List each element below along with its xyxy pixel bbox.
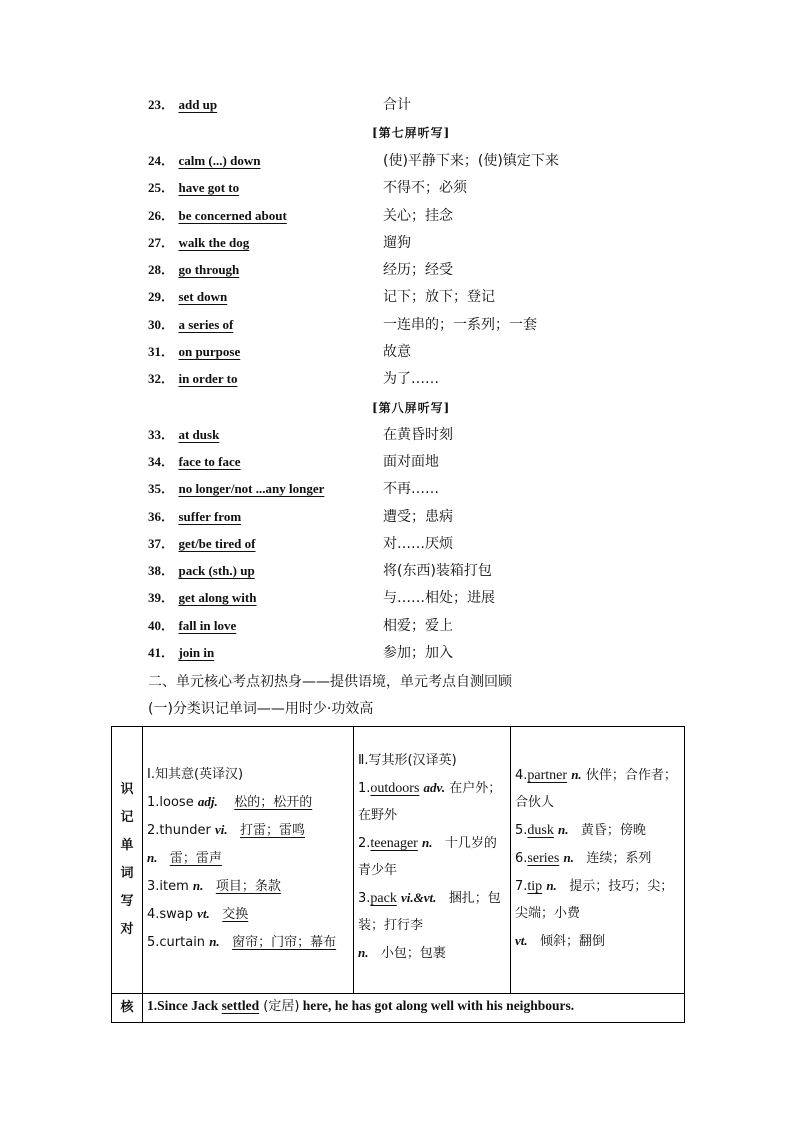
phrase-item-24 xyxy=(148,150,668,172)
answer: 松的；松开的 xyxy=(234,795,313,810)
vocab-entry: 3.pack vi.&vt. 捆扎；包装；打行李 xyxy=(358,890,501,933)
phrase-item-27 xyxy=(148,232,668,254)
phrase-item-23 xyxy=(148,94,668,116)
item-number: 34． xyxy=(148,454,175,469)
phrase-english: face to face xyxy=(178,454,241,469)
phrase-item-37 xyxy=(148,533,668,555)
item-number: 25． xyxy=(148,180,175,195)
phrase-meaning: 在黄昏时刻 xyxy=(383,427,453,443)
phrase-item-33 xyxy=(148,424,668,446)
phrase-item-25 xyxy=(148,177,668,199)
phrase-item-40 xyxy=(148,615,668,637)
vocab-entry: 1.loose adj. 松的；松开的 xyxy=(147,794,313,810)
column-form-cont xyxy=(511,727,685,994)
phrase-english: add up xyxy=(178,97,218,112)
phrase-english: go through xyxy=(178,262,240,277)
answer: settled xyxy=(221,998,260,1013)
section-label-7: [第七屏听写] xyxy=(372,126,451,140)
answer: 打雷；雷鸣 xyxy=(240,823,306,838)
phrase-meaning: 遛狗 xyxy=(383,235,411,251)
vocab-entry: 2.thunder vi. 打雷；雷鸣 xyxy=(147,822,306,838)
item-number: 33． xyxy=(148,427,175,442)
answer: 雷；雷声 xyxy=(169,851,222,866)
vocab-entry: 3.item n. 项目；条款 xyxy=(147,878,281,894)
answer: 窗帘；门帘；幕布 xyxy=(232,935,337,950)
vocab-table xyxy=(111,726,685,1023)
item-number: 40． xyxy=(148,618,175,633)
answer: teenager xyxy=(370,836,418,851)
column-title: Ⅱ.写其形(汉译英) xyxy=(358,753,457,768)
vocab-entry: 1.outdoors adv. 在户外；在野外 xyxy=(358,780,502,823)
phrase-meaning: 记下；放下；登记 xyxy=(383,289,495,305)
item-number: 23． xyxy=(148,97,175,112)
phrase-meaning: (使)平静下来；(使)镇定下来 xyxy=(383,153,559,169)
item-number: 36． xyxy=(148,509,175,524)
item-number: 35． xyxy=(148,481,175,496)
answer: partner xyxy=(527,768,568,783)
item-number: 39． xyxy=(148,590,175,605)
answer: series xyxy=(527,851,560,866)
item-number: 37． xyxy=(148,536,175,551)
item-number: 38． xyxy=(148,563,175,578)
sentence-cell: 1.Since Jack settled (定居) here, he has got along well with his neighbours. xyxy=(143,994,685,1023)
phrase-english: in order to xyxy=(178,371,238,386)
phrase-meaning: 对……厌烦 xyxy=(383,536,453,552)
phrase-english: no longer/not ...any longer xyxy=(178,481,325,496)
phrase-english: calm (...) down xyxy=(178,153,261,168)
phrase-meaning: 参加；加入 xyxy=(383,645,453,661)
phrase-english: get along with xyxy=(178,590,257,605)
phrase-item-29 xyxy=(148,286,668,308)
vocab-entry: 5.curtain n. 窗帘；门帘；幕布 xyxy=(147,934,337,950)
answer: 交换 xyxy=(222,907,249,922)
phrase-english: on purpose xyxy=(178,344,241,359)
vocab-entry: 4.swap vt. 交换 xyxy=(147,906,249,922)
answer: pack xyxy=(370,891,397,906)
phrase-meaning: 不得不；必须 xyxy=(383,180,467,196)
item-number: 29． xyxy=(148,289,175,304)
answer: tip xyxy=(527,879,543,894)
phrase-english: be concerned about xyxy=(178,208,287,223)
phrase-item-28 xyxy=(148,259,668,281)
item-number: 32． xyxy=(148,371,175,386)
phrase-english: pack (sth.) up xyxy=(178,563,255,578)
phrase-meaning: 合计 xyxy=(383,97,411,113)
phrase-meaning: 关心；挂念 xyxy=(383,208,453,224)
phrase-english: a series of xyxy=(178,317,234,332)
vocab-entry: 5.dusk n. 黄昏；傍晚 xyxy=(515,822,646,838)
phrase-english: suffer from xyxy=(178,509,242,524)
vocab-entry: vt. 倾斜；翻倒 xyxy=(515,933,606,949)
phrase-meaning: 一连串的；一系列；一套 xyxy=(383,317,537,333)
item-number: 24． xyxy=(148,153,175,168)
item-number: 41． xyxy=(148,645,175,660)
phrase-english: fall in love xyxy=(178,618,237,633)
phrase-item-31 xyxy=(148,341,668,363)
vocab-table-row xyxy=(112,994,685,1023)
item-number: 28． xyxy=(148,262,175,277)
answer: dusk xyxy=(527,823,554,838)
phrase-item-39 xyxy=(148,587,668,609)
phrase-item-34 xyxy=(148,451,668,473)
phrase-english: have got to xyxy=(178,180,240,195)
side-label: 识 记 单 词 写 对 xyxy=(112,727,143,994)
answer: 项目；条款 xyxy=(215,879,281,894)
phrase-english: get/be tired of xyxy=(178,536,256,551)
phrase-meaning: 与……相处；进展 xyxy=(383,590,495,606)
phrase-item-36 xyxy=(148,506,668,528)
item-number: 26． xyxy=(148,208,175,223)
section-label-8: [第八屏听写] xyxy=(372,401,451,415)
phrase-meaning: 经历；经受 xyxy=(383,262,453,278)
phrase-meaning: 面对面地 xyxy=(383,454,439,470)
phrase-english: set down xyxy=(178,289,228,304)
phrase-meaning: 遭受；患病 xyxy=(383,509,453,525)
column-meaning xyxy=(143,727,354,994)
item-number: 30． xyxy=(148,317,175,332)
phrase-item-32 xyxy=(148,368,668,390)
phrase-meaning: 故意 xyxy=(383,344,411,360)
vocab-entry: n. 小包；包裹 xyxy=(358,945,446,961)
section-heading: 二、单元核心考点初热身——提供语境，单元考点自测回顾 xyxy=(148,674,512,690)
vocab-entry: n. 雷；雷声 xyxy=(147,850,222,866)
column-form xyxy=(354,727,511,994)
side-label: 核 xyxy=(112,994,143,1023)
phrase-english: at dusk xyxy=(178,427,220,442)
item-number: 31． xyxy=(148,344,175,359)
vocab-table-row xyxy=(112,727,685,994)
item-number: 27． xyxy=(148,235,175,250)
vocab-entry: 4.partner n. 伙伴；合作者；合伙人 xyxy=(515,767,677,810)
phrase-item-30 xyxy=(148,314,668,336)
phrase-item-35 xyxy=(148,478,668,500)
phrase-english: join in xyxy=(178,645,215,660)
phrase-meaning: 为了…… xyxy=(383,371,439,387)
vocab-entry: 2.teenager n. 十几岁的青少年 xyxy=(358,835,497,878)
phrase-meaning: 相爱；爱上 xyxy=(383,618,453,634)
phrase-item-41 xyxy=(148,642,668,664)
phrase-meaning: 不再…… xyxy=(383,481,439,497)
phrase-meaning: 将(东西)装箱打包 xyxy=(383,563,492,579)
vocab-entry: 6.series n. 连续；系列 xyxy=(515,850,652,866)
answer: outdoors xyxy=(370,781,420,796)
subsection-heading: (一)分类识记单词——用时少·功效高 xyxy=(148,701,374,717)
phrase-item-38 xyxy=(148,560,668,582)
phrase-english: walk the dog xyxy=(178,235,250,250)
vocab-entry: 7.tip n. 提示；技巧；尖；尖端；小费 xyxy=(515,878,674,921)
column-title: Ⅰ.知其意(英译汉) xyxy=(147,767,244,782)
phrase-item-26 xyxy=(148,205,668,227)
